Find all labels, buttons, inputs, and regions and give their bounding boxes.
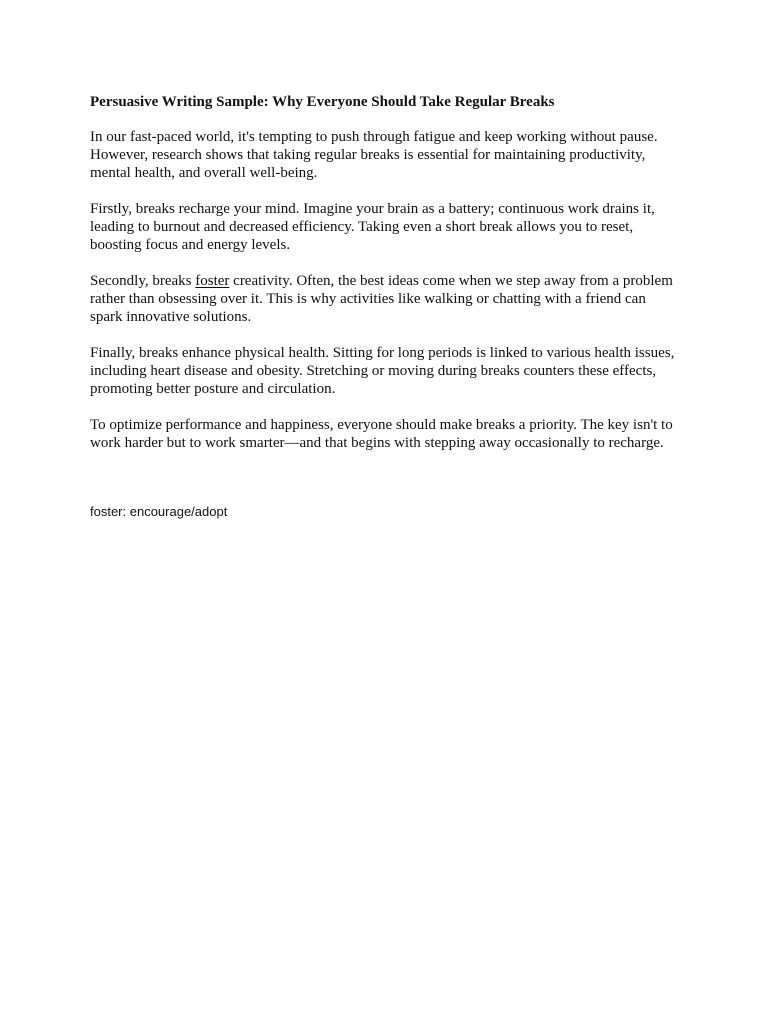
paragraph-mind: Firstly, breaks recharge your mind. Imagine your brain as a battery; continuous work drains it, leading to burnout and decreased efficiency. Taking even a short break allows you to reset, boosting focus and energy levels. xyxy=(90,201,655,253)
footnote: foster: encourage/adopt xyxy=(90,504,228,519)
paragraph-intro: In our fast-paced world, it's tempting to push through fatigue and keep working without pause. However, research shows that taking regular breaks is essential for maintaining productivity, mental health, and overall well-being. xyxy=(90,129,658,181)
paragraph-creativity xyxy=(90,272,682,326)
document-title: Persuasive Writing Sample: Why Everyone Should Take Regular Breaks xyxy=(90,94,555,110)
paragraph-creativity-before: Secondly, breaks xyxy=(90,273,196,289)
paragraph-conclusion: To optimize performance and happiness, everyone should make breaks a priority. The key isn't to work harder but to work smarter—and that begins with stepping away occasionally to recharge. xyxy=(90,417,673,451)
paragraph-health: Finally, breaks enhance physical health. Sitting for long periods is linked to various health issues, including heart disease and obesity. Stretching or moving during breaks counters these effects, promoting better posture and circulation. xyxy=(90,345,675,397)
paragraph-creativity-after: creativity. Often, the best ideas come when we step away from a problem rather than obsessing over it. This is why activities like walking or chatting with a friend can spark innovative solutions. xyxy=(90,273,673,325)
underlined-word-foster: foster xyxy=(195,273,230,289)
document-body xyxy=(90,93,682,470)
